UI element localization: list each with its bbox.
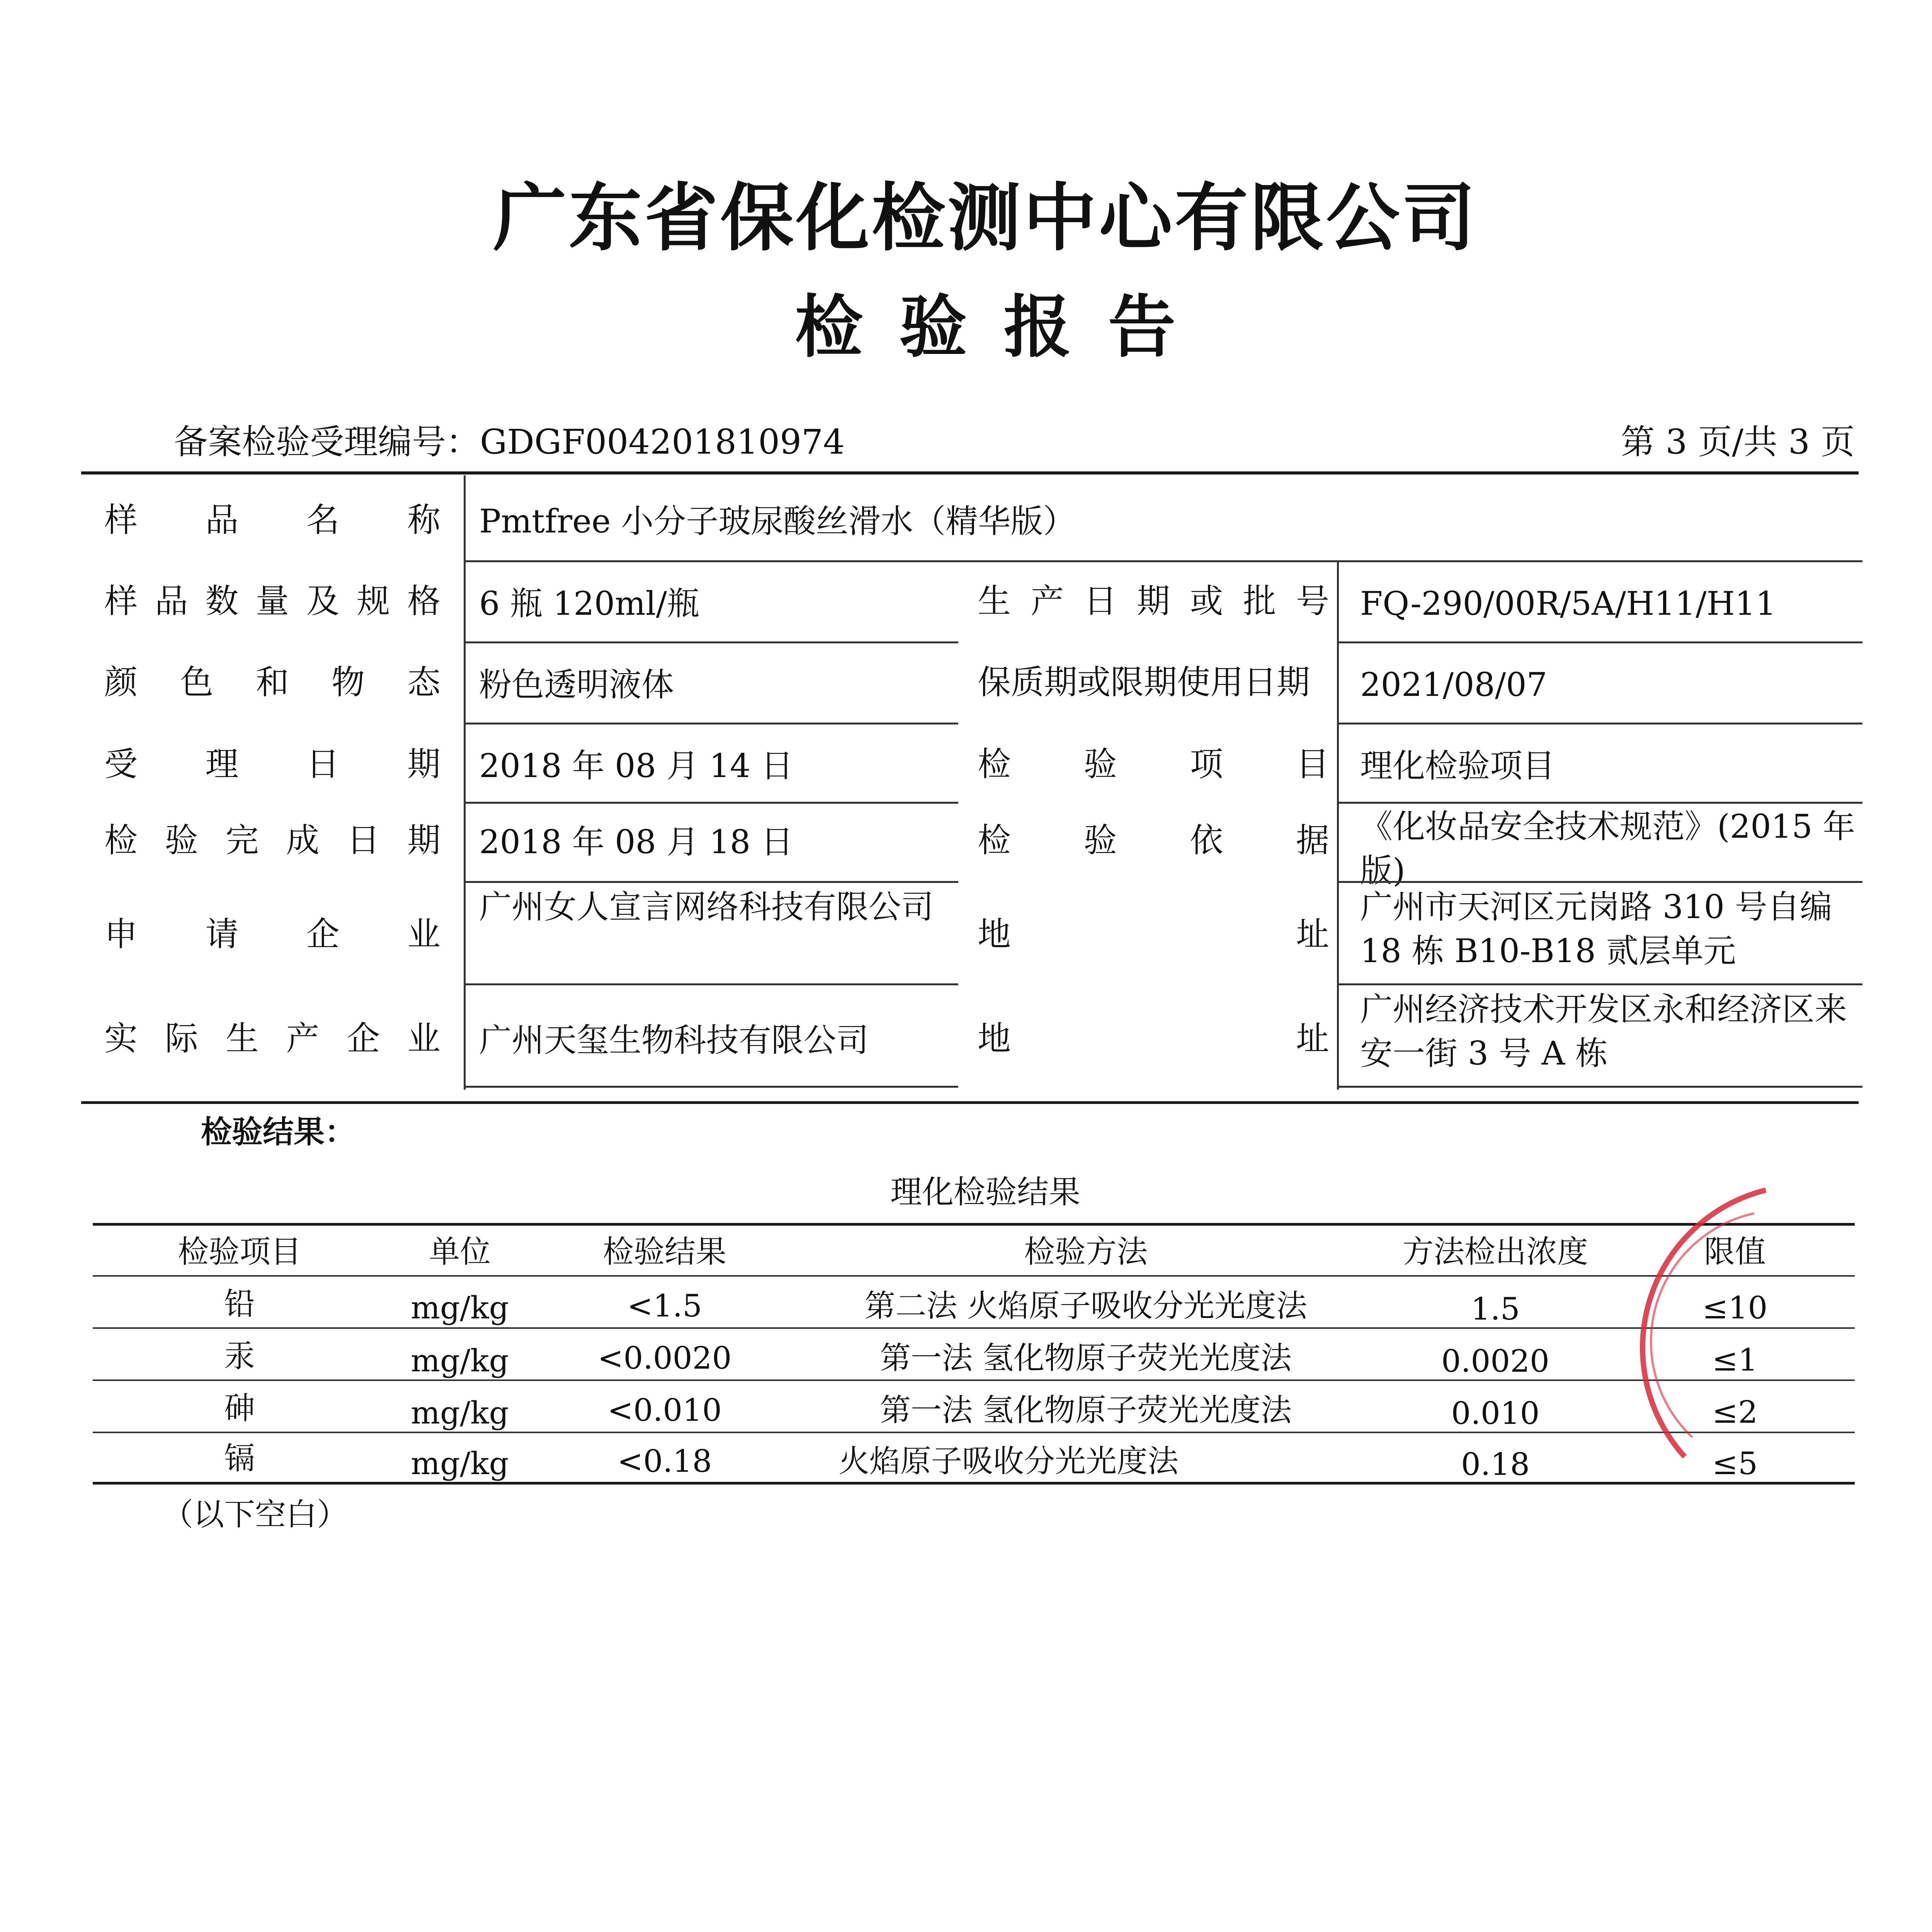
cell-result: <0.010 <box>607 1392 722 1428</box>
label-applicant: 申 请 企 业 <box>104 915 440 954</box>
info-col-divider-2 <box>1337 560 1339 1090</box>
row-line <box>464 802 958 804</box>
info-col-divider-1 <box>464 475 466 1090</box>
label-sample-name: 样 品 名 称 <box>104 501 440 539</box>
table-top-rule <box>93 1223 1855 1226</box>
row-line <box>1337 723 1862 724</box>
cell-result: <0.18 <box>617 1443 712 1479</box>
cell-unit: mg/kg <box>411 1395 509 1431</box>
row-line <box>464 560 1862 562</box>
table-row-rule <box>93 1432 1855 1433</box>
manufacturer-address: 广州经济技术开发区永和经济区来安一街 3 号 A 栋 <box>1360 990 1847 1073</box>
label-color: 颜 色 和 物 态 <box>104 663 440 702</box>
label-expiry: 保质期或限期使用日期 <box>978 663 1310 702</box>
row-line <box>464 983 958 985</box>
received-date: 2018 年 08 月 14 日 <box>479 747 794 785</box>
test-item: 理化检验项目 <box>1360 747 1555 785</box>
row-line <box>464 1086 958 1088</box>
test-basis: 《化妆品安全技术规范》(2015 年版) <box>1360 808 1855 890</box>
col-header-item: 检验项目 <box>178 1234 301 1270</box>
registration-number <box>174 422 845 462</box>
applicant-address: 广州市天河区元岗路 310 号自编 18 栋 B10-B18 贰层单元 <box>1360 888 1832 970</box>
row-line <box>1337 983 1862 985</box>
batch-number: FQ-290/00R/5A/H11/H11 <box>1360 585 1776 622</box>
row-line <box>464 881 958 883</box>
cell-item: 砷 <box>224 1390 255 1426</box>
cell-lod: 0.0020 <box>1441 1343 1549 1379</box>
label-manufacturer-address: 地 址 <box>978 1019 1329 1058</box>
cell-lod: 0.010 <box>1451 1395 1540 1431</box>
cell-method: 火焰原子吸收分光光度法 <box>838 1443 1179 1479</box>
cell-item: 镉 <box>224 1440 255 1476</box>
results-table-caption: 理化检验结果 <box>890 1174 1080 1211</box>
table-bottom-rule <box>93 1482 1855 1485</box>
cell-limit: ≤1 <box>1712 1342 1758 1378</box>
expiry-date: 2021/08/07 <box>1360 666 1548 704</box>
label-test-item: 检 验 项 目 <box>978 745 1329 784</box>
page-indicator: 第 3 页/共 3 页 <box>1621 422 1855 462</box>
cell-lod: 1.5 <box>1471 1291 1520 1327</box>
header-rule <box>81 471 1859 474</box>
color-state: 粉色透明液体 <box>479 666 674 704</box>
cell-unit: mg/kg <box>411 1446 509 1481</box>
cell-method: 第一法 氢化物原子荧光光度法 <box>880 1340 1292 1376</box>
col-header-lod: 方法检出浓度 <box>1403 1234 1588 1270</box>
cell-result: <1.5 <box>627 1288 702 1324</box>
cell-method: 第一法 氢化物原子荧光光度法 <box>880 1392 1292 1428</box>
cell-result: <0.0020 <box>597 1340 732 1376</box>
label-completed: 检 验 完 成 日 期 <box>104 821 440 860</box>
results-section-label: 检验结果： <box>201 1114 355 1150</box>
registration-label: 备案检验受理编号： <box>174 422 480 462</box>
cell-unit: mg/kg <box>411 1343 509 1379</box>
registration-value: GDGF004201810974 <box>480 422 845 462</box>
blank-note: （以下空白） <box>162 1497 348 1532</box>
row-line <box>1337 881 1862 883</box>
col-header-limit: 限值 <box>1704 1234 1766 1270</box>
info-bottom-rule <box>81 1101 1859 1104</box>
cell-limit: ≤10 <box>1702 1290 1768 1326</box>
quantity: 6 瓶 120ml/瓶 <box>479 585 699 622</box>
cell-limit: ≤5 <box>1712 1446 1758 1481</box>
manufacturer: 广州天玺生物科技有限公司 <box>479 1021 869 1059</box>
cell-unit: mg/kg <box>411 1290 509 1326</box>
label-quantity: 样 品 数 量 及 规 格 <box>104 582 440 621</box>
label-batch: 生 产 日 期 或 批 号 <box>978 582 1329 621</box>
col-header-unit: 单位 <box>429 1234 491 1270</box>
label-received: 受 理 日 期 <box>104 745 440 784</box>
table-header-rule <box>93 1275 1855 1277</box>
cell-limit: ≤2 <box>1712 1394 1758 1430</box>
row-line <box>1337 802 1862 804</box>
table-row-rule <box>93 1327 1855 1329</box>
row-line <box>464 641 958 643</box>
row-line <box>464 723 958 724</box>
cell-method: 第二法 火焰原子吸收分光光度法 <box>864 1288 1307 1324</box>
cell-item: 铅 <box>224 1286 255 1322</box>
applicant-company: 广州女人宣言网络科技有限公司 <box>479 888 934 926</box>
completed-date: 2018 年 08 月 18 日 <box>479 823 794 861</box>
row-line <box>1337 1086 1862 1088</box>
row-line <box>1337 641 1862 643</box>
partial-seal-mark <box>1604 1159 1874 1507</box>
report-title: 检验报告 <box>795 288 1213 367</box>
label-manufacturer: 实 际 生 产 企 业 <box>104 1019 440 1058</box>
label-applicant-address: 地 址 <box>978 915 1329 954</box>
col-header-method: 检验方法 <box>1024 1234 1148 1270</box>
cell-lod: 0.18 <box>1461 1446 1530 1482</box>
cell-item: 汞 <box>224 1338 255 1374</box>
col-header-result: 检验结果 <box>603 1234 726 1270</box>
table-row-rule <box>93 1379 1855 1381</box>
company-title: 广东省保化检测中心有限公司 <box>493 175 1478 261</box>
label-basis: 检 验 依 据 <box>978 821 1329 860</box>
sample-name: Pmtfree 小分子玻尿酸丝滑水（精华版） <box>479 502 1076 540</box>
